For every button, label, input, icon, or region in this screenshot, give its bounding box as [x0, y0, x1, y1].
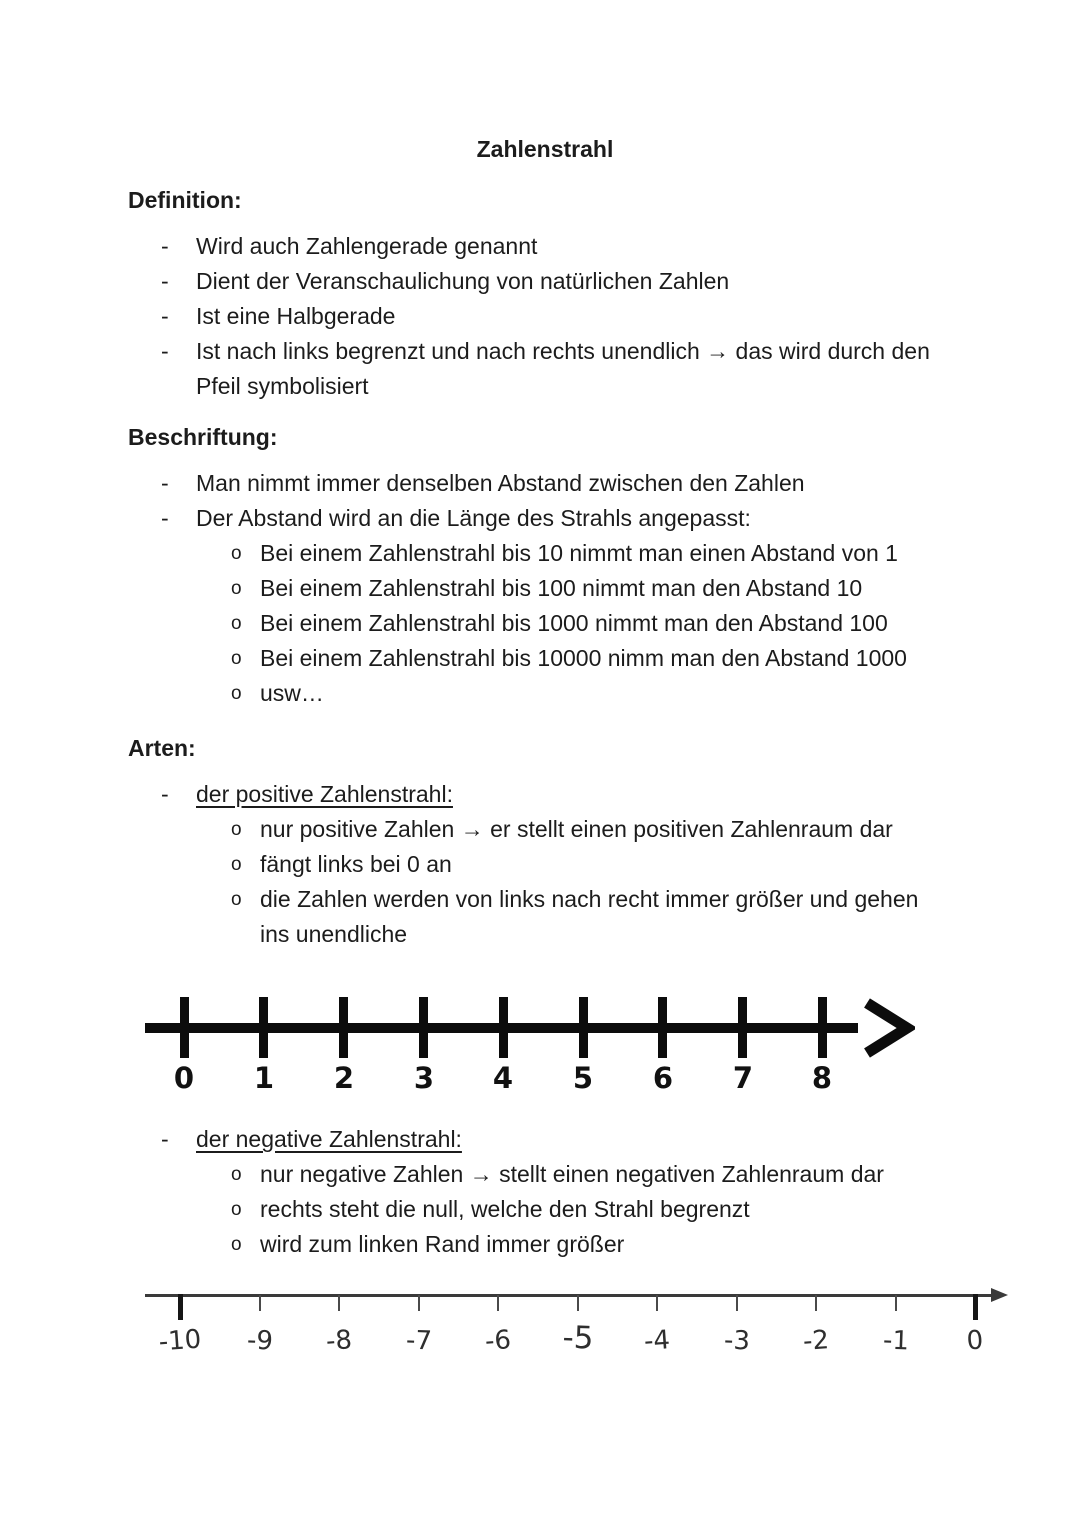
tick-label: 1: [253, 1061, 275, 1095]
sub-list-item: [128, 1192, 962, 1227]
tick-mark: [419, 997, 428, 1058]
dash-bullet: -: [161, 303, 169, 329]
tick-mark: [577, 1295, 579, 1311]
sub-list-item: [128, 1227, 962, 1262]
negative-numberline-figure: [145, 1276, 1035, 1366]
list-item-text: Der Abstand wird an die Länge des Strahls angepasst:: [196, 505, 751, 531]
dash-bullet: -: [161, 781, 169, 807]
list-item: [128, 501, 962, 536]
sub-list-item-text: rechts steht die null, welche den Strahl begrenzt: [260, 1196, 750, 1222]
tick-mark: [973, 1294, 978, 1320]
circle-bullet: o: [231, 819, 242, 840]
tick-label: -8: [325, 1325, 353, 1357]
tick-mark: [658, 997, 667, 1058]
tick-mark: [418, 1295, 420, 1311]
dash-bullet: -: [161, 268, 169, 294]
tick-mark: [738, 997, 747, 1058]
tick-mark: [656, 1295, 658, 1311]
tick-label: 0: [965, 1325, 985, 1357]
sub-list-item: [128, 1157, 962, 1192]
tick-label: 7: [732, 1061, 754, 1095]
tick-mark: [818, 997, 827, 1058]
list-item: [128, 299, 962, 334]
sub-list-item-text: wird zum linken Rand immer größer: [260, 1231, 625, 1257]
tick-mark: [895, 1295, 897, 1311]
sub-list-item-text: nur negative Zahlen → stellt einen negativen Zahlenraum dar: [260, 1161, 884, 1187]
dash-bullet: -: [161, 470, 169, 496]
circle-bullet: o: [231, 1199, 242, 1220]
sub-list-item: [128, 847, 962, 882]
tick-label: 4: [492, 1061, 514, 1095]
sub-list-item: [128, 882, 962, 952]
sub-list-item-text: nur positive Zahlen → er stellt einen positiven Zahlenraum dar: [260, 816, 893, 842]
arrowhead-icon: [991, 1288, 1008, 1302]
sub-list-item-text: Bei einem Zahlenstrahl bis 1000 nimmt man den Abstand 100: [260, 610, 888, 636]
sub-list-item-text: Bei einem Zahlenstrahl bis 10 nimmt man einen Abstand von 1: [260, 540, 898, 566]
tick-mark: [736, 1295, 738, 1311]
list-item-text: Dient der Veranschaulichung von natürlichen Zahlen: [196, 268, 730, 294]
circle-bullet: o: [231, 1234, 242, 1255]
axis-line: [145, 1294, 993, 1297]
tick-label: -4: [643, 1325, 671, 1357]
sub-list-item: [128, 606, 962, 641]
arten-positive-list: [128, 777, 962, 952]
dash-bullet: -: [161, 233, 169, 259]
list-item: [128, 334, 962, 404]
tick-mark: [259, 997, 268, 1058]
tick-mark: [259, 1295, 261, 1311]
sub-list-item-text: die Zahlen werden von links nach recht immer größer und gehen ins unendliche: [260, 886, 919, 947]
circle-bullet: o: [231, 854, 242, 875]
section-heading-definition: Definition:: [128, 187, 242, 213]
circle-bullet: o: [231, 889, 242, 910]
tick-label: 6: [652, 1061, 674, 1095]
tick-mark: [339, 997, 348, 1058]
list-item-text: Ist nach links begrenzt und nach rechts unendlich → das wird durch den Pfeil symbolisiert: [196, 338, 930, 399]
negative-zahlenstrahl-label: der negative Zahlenstrahl:: [196, 1126, 462, 1152]
list-item: [128, 264, 962, 299]
tick-label: 2: [333, 1061, 355, 1095]
arten-negative-list: [128, 1122, 962, 1262]
tick-mark: [815, 1295, 817, 1311]
circle-bullet: o: [231, 613, 242, 634]
tick-label: -5: [561, 1319, 595, 1357]
tick-mark: [178, 1294, 183, 1320]
tick-label: -6: [484, 1325, 512, 1357]
definition-list: [128, 229, 962, 404]
tick-label: 3: [413, 1061, 435, 1095]
list-item-text: Ist eine Halbgerade: [196, 303, 396, 329]
tick-label: -9: [246, 1325, 274, 1357]
tick-mark: [499, 997, 508, 1058]
circle-bullet: o: [231, 683, 242, 704]
list-item-text: Man nimmt immer denselben Abstand zwischen den Zahlen: [196, 470, 805, 496]
sub-list-item: [128, 676, 962, 711]
page-title: Zahlenstrahl: [476, 136, 614, 162]
tick-mark: [180, 997, 189, 1058]
list-item: [128, 466, 962, 501]
tick-label: 8: [811, 1061, 833, 1095]
section-heading-arten: Arten:: [128, 735, 196, 761]
dash-bullet: -: [161, 505, 169, 531]
tick-label: -2: [802, 1325, 830, 1357]
circle-bullet: o: [231, 578, 242, 599]
list-item: [128, 777, 962, 812]
sub-list-item: [128, 812, 962, 847]
beschriftung-list: [128, 466, 962, 711]
sub-list-item-text: Bei einem Zahlenstrahl bis 100 nimmt man den Abstand 10: [260, 575, 863, 601]
tick-label: -10: [157, 1324, 203, 1358]
sub-list-item: [128, 641, 962, 676]
sub-list-item: [128, 536, 962, 571]
sub-list-item-text: usw…: [260, 680, 324, 706]
list-item: [128, 1122, 962, 1157]
tick-mark: [497, 1295, 499, 1311]
list-item: [128, 229, 962, 264]
circle-bullet: o: [231, 543, 242, 564]
sub-list-item: [128, 571, 962, 606]
tick-mark: [579, 997, 588, 1058]
tick-label: 0: [173, 1061, 195, 1095]
sub-list-item-text: fängt links bei 0 an: [260, 851, 452, 877]
circle-bullet: o: [231, 1164, 242, 1185]
positive-zahlenstrahl-label: der positive Zahlenstrahl:: [196, 781, 453, 807]
circle-bullet: o: [231, 648, 242, 669]
list-item-text: Wird auch Zahlengerade genannt: [196, 233, 538, 259]
dash-bullet: -: [161, 1126, 169, 1152]
tick-label: 5: [572, 1061, 594, 1095]
arrowhead-icon: [859, 997, 915, 1059]
dash-bullet: -: [161, 338, 169, 364]
positive-numberline-figure: [145, 982, 925, 1097]
tick-label: -7: [405, 1325, 433, 1357]
tick-label: -1: [882, 1325, 910, 1357]
tick-label: -3: [723, 1325, 751, 1357]
tick-mark: [338, 1295, 340, 1311]
sub-list-item-text: Bei einem Zahlenstrahl bis 10000 nimm man den Abstand 1000: [260, 645, 907, 671]
section-heading-beschriftung: Beschriftung:: [128, 424, 278, 450]
